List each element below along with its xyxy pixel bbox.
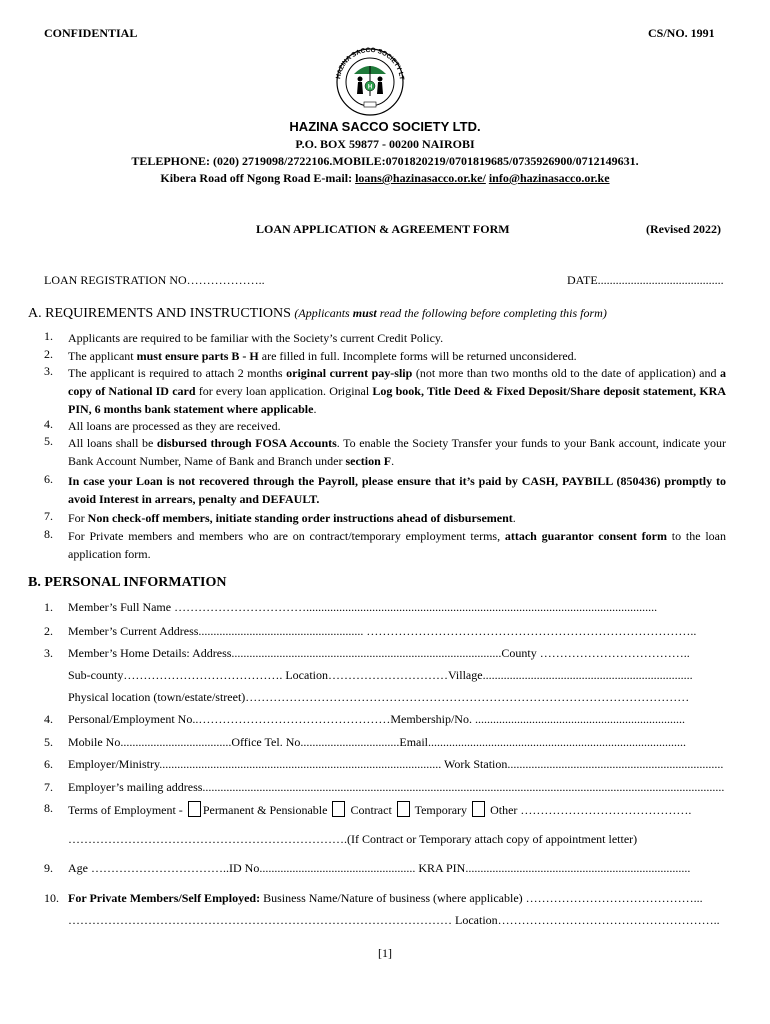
- requirement-item-4: All loans are processed as they are received.: [68, 419, 281, 433]
- confidential-label: CONFIDENTIAL: [44, 26, 138, 40]
- section-a-heading: [28, 306, 607, 322]
- requirement-item-8: For Private members and members who are on contract/temporary employment terms, attach guarantor consent form to the loan application form.: [68, 529, 726, 561]
- location-prefix: Kibera Road off Ngong Road E-mail:: [160, 171, 356, 185]
- contract-appointment-field[interactable]: …………………………………………………………….(If Contract or Temporary attach copy of appointment letter): [68, 832, 638, 846]
- other-label: Other: [490, 803, 518, 817]
- svg-text:H: H: [367, 84, 373, 91]
- item-number: 2.: [44, 347, 53, 361]
- temporary-label: Temporary: [414, 803, 468, 817]
- revised-label: (Revised 2022): [646, 222, 721, 236]
- subcounty-location-village-field[interactable]: Sub-county…………………………………. Location…………………………Village......................................................................: [68, 668, 693, 682]
- date-field[interactable]: DATE..........................................: [567, 273, 724, 287]
- contract-label: Contract: [350, 803, 392, 817]
- item-number: 5.: [44, 434, 53, 448]
- physical-location-field[interactable]: Physical location (town/estate/street)…………………………………………………………………………………………………: [68, 690, 690, 704]
- item-number: 3.: [44, 364, 53, 378]
- requirement-item-6: In case your Loan is not recovered through the Payroll, please ensure that it’s paid by CASH, PAYBILL (850436) promptly to avoid Interest in arrears, penalty and DEFAULT.: [68, 474, 726, 506]
- row-number: 7.: [44, 780, 53, 794]
- page-number: [1]: [378, 946, 392, 960]
- item-number: 4.: [44, 417, 53, 431]
- permanent-checkbox[interactable]: [188, 801, 201, 817]
- requirement-item-2: The applicant must ensure parts B - H are filled in full. Incomplete forms will be returned unconsidered.: [68, 349, 577, 363]
- contract-checkbox[interactable]: [332, 801, 345, 817]
- employer-workstation-field[interactable]: Employer/Ministry.............................................................................................. Work Station........................................................................: [68, 757, 724, 771]
- employment-membership-no-field[interactable]: Personal/Employment No..…………………………………………Membership/No. ......................................................................: [68, 712, 685, 726]
- terms-of-employment-row: [68, 801, 724, 818]
- org-name: HAZINA SACCO SOCIETY LTD.: [289, 119, 481, 134]
- other-field[interactable]: …………………………………….: [520, 803, 692, 817]
- business-name-field[interactable]: For Private Members/Self Employed: Business Name/Nature of business (where applicable) ……………………………………...: [68, 891, 703, 905]
- row-number: 8.: [44, 801, 53, 815]
- row-number: 6.: [44, 757, 53, 771]
- row-number: 3.: [44, 646, 53, 660]
- requirement-item-1: Applicants are required to be familiar with the Society’s current Credit Policy.: [68, 331, 444, 345]
- form-title: LOAN APPLICATION & AGREEMENT FORM: [256, 222, 510, 236]
- item-number: 6.: [44, 472, 53, 486]
- org-location-email: [0, 171, 770, 186]
- requirement-item-5: All loans shall be disbursed through FOSA Accounts. To enable the Society Transfer your funds to your Bank account, indicate your Bank Account Number, Name of Bank and Branch under section F.: [68, 436, 726, 468]
- email-loans-link[interactable]: loans@hazinasacco.or.ke/: [355, 171, 486, 185]
- row-number: 2.: [44, 624, 53, 638]
- email-info-link[interactable]: info@hazinasacco.or.ke: [488, 171, 610, 185]
- logo-ring-text: HAZINA SACCO SOCIETY LT: [335, 46, 405, 81]
- age-id-kra-field[interactable]: Age ……………………………..ID No.................................................... KRA PIN...........................................................................: [68, 861, 691, 875]
- cs-number: CS/NO. 1991: [648, 26, 715, 40]
- row-number: 5.: [44, 735, 53, 749]
- terms-label: Terms of Employment -: [68, 803, 186, 817]
- business-location-field[interactable]: …………………………………………………………………………………… Location………………………………………………..: [68, 913, 720, 927]
- other-checkbox[interactable]: [472, 801, 485, 817]
- requirement-item-3: The applicant is required to attach 2 months original current pay-slip (not more than two months old to the date of application) and a copy of National ID card for every loan application. Original Log book, Title Deed & Fixed Deposit/Share deposit statement, KRA PIN, 6 months bank statement where applicable.: [68, 366, 727, 416]
- row-number: 9.: [44, 861, 53, 875]
- requirement-item-7: For Non check-off members, initiate standing order instructions ahead of disbursement.: [68, 511, 516, 525]
- permanent-label: Permanent & Pensionable: [202, 803, 328, 817]
- org-address: P.O. BOX 59877 - 00200 NAIROBI: [295, 137, 475, 151]
- home-address-county-field[interactable]: Member’s Home Details: Address..........................................................................................County ………………………………..: [68, 646, 690, 660]
- section-a-title: A. REQUIREMENTS AND INSTRUCTIONS: [28, 306, 291, 321]
- row-number: 1.: [44, 600, 53, 614]
- row-number: 4.: [44, 712, 53, 726]
- item-number: 7.: [44, 509, 53, 523]
- section-b-heading: B. PERSONAL INFORMATION: [28, 575, 227, 590]
- item-number: 8.: [44, 527, 53, 541]
- row-number: 10.: [44, 891, 59, 905]
- loan-registration-number-field[interactable]: LOAN REGISTRATION NO………………..: [44, 273, 265, 287]
- temporary-checkbox[interactable]: [397, 801, 410, 817]
- mobile-office-email-field[interactable]: Mobile No.....................................Office Tel. No.................................Email......................................................................................: [68, 735, 687, 749]
- sacco-logo: [328, 44, 412, 116]
- section-a-note: (Applicants must read the following before completing this form): [294, 306, 607, 320]
- item-number: 1.: [44, 329, 53, 343]
- current-address-field[interactable]: Member’s Current Address....................................................... ………………………………………………………………………..: [68, 624, 697, 638]
- org-telephone: TELEPHONE: (020) 2719098/2722106.MOBILE:0701820219/0701819685/0735926900/0712149631.: [131, 154, 639, 168]
- employer-mailing-address-field[interactable]: Employer’s mailing address..............................................................................................................................................................................: [68, 780, 724, 794]
- full-name-field[interactable]: Member’s Full Name …………………………….....................................................................................................................: [68, 600, 658, 614]
